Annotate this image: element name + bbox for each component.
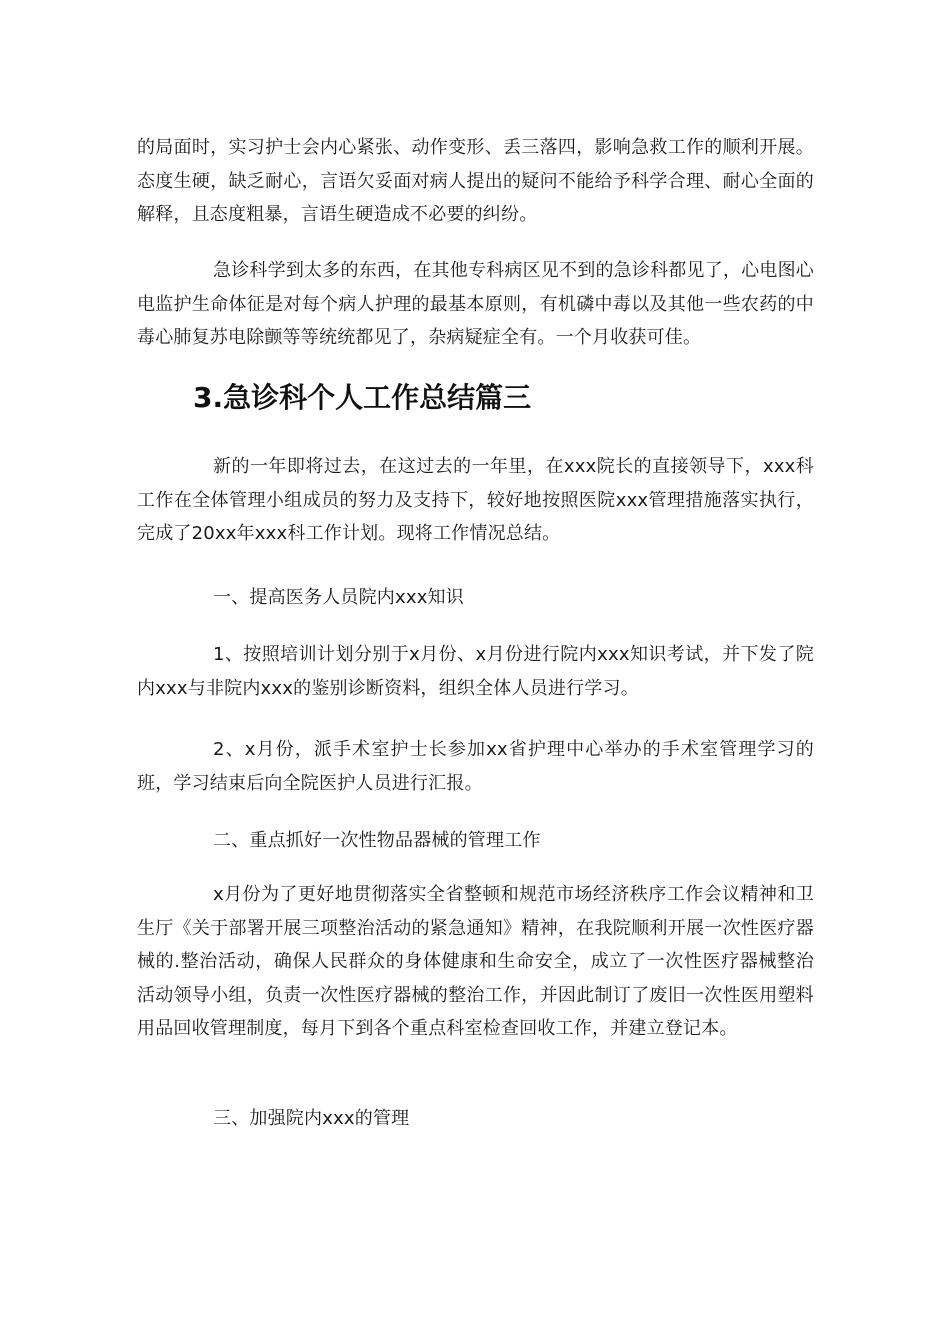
item-1-1: 1、按照培训计划分别于x月份、x月份进行院内xxx知识考试，并下发了院内xxx与非院内xxx的鉴别诊断资料，组织全体人员进行学习。 xyxy=(137,644,814,699)
paragraph-intro-end: 的局面时，实习护士会内心紧张、动作变形、丢三落四，影响急救工作的顺利开展。态度生硬，缺乏耐心，言语欠妥面对病人提出的疑问不能给予科学合理、耐心全面的解释，且态度粗暴，言语生硬造成不必要的纠纷。 xyxy=(137,137,814,226)
section-1-title: 一、提高医务人员院内xxx知识 xyxy=(213,587,464,608)
section-3-title: 三、加强院内xxx的管理 xyxy=(213,1108,410,1129)
item-1-2: 2、x月份，派手术室护士长参加xx省护理中心举办的手术室管理学习的班，学习结束后向全院医护人员进行汇报。 xyxy=(137,739,814,794)
paragraph-new-year: 新的一年即将过去，在这过去的一年里，在xxx院长的直接领导下，xxx科工作在全体管理小组成员的努力及支持下，较好地按照医院xxx管理措施落实执行，完成了20xx年xxx科工作计划。现将工作情况总结。 xyxy=(137,456,814,545)
section-2-title: 二、重点抓好一次性物品器械的管理工作 xyxy=(213,830,541,851)
paragraph-emergency: 急诊科学到太多的东西，在其他专科病区见不到的急诊科都见了，心电图心电监护生命体征是对每个病人护理的最基本原则，有机磷中毒以及其他一些农药的中毒心肺复苏电除颤等等统统都见了，杂病疑症全有。一个月收获可佳。 xyxy=(137,260,814,349)
section-heading: 3.急诊科个人工作总结篇三 xyxy=(193,381,532,414)
paragraph-section-2: x月份为了更好地贯彻落实全省整顿和规范市场经济秩序工作会议精神和卫生厅《关于部署开展三项整治活动的紧急通知》精神，在我院顺利开展一次性医疗器械的.整治活动，确保人民群众的身体健康和生命安全，成立了一次性医疗器械整治活动领导小组，负责一次性医疗器械的整治工作，并因此制订了废旧一次性医用塑料用品回收管理制度，每月下到各个重点科室检查回收工作，并建立登记本。 xyxy=(137,884,814,1040)
